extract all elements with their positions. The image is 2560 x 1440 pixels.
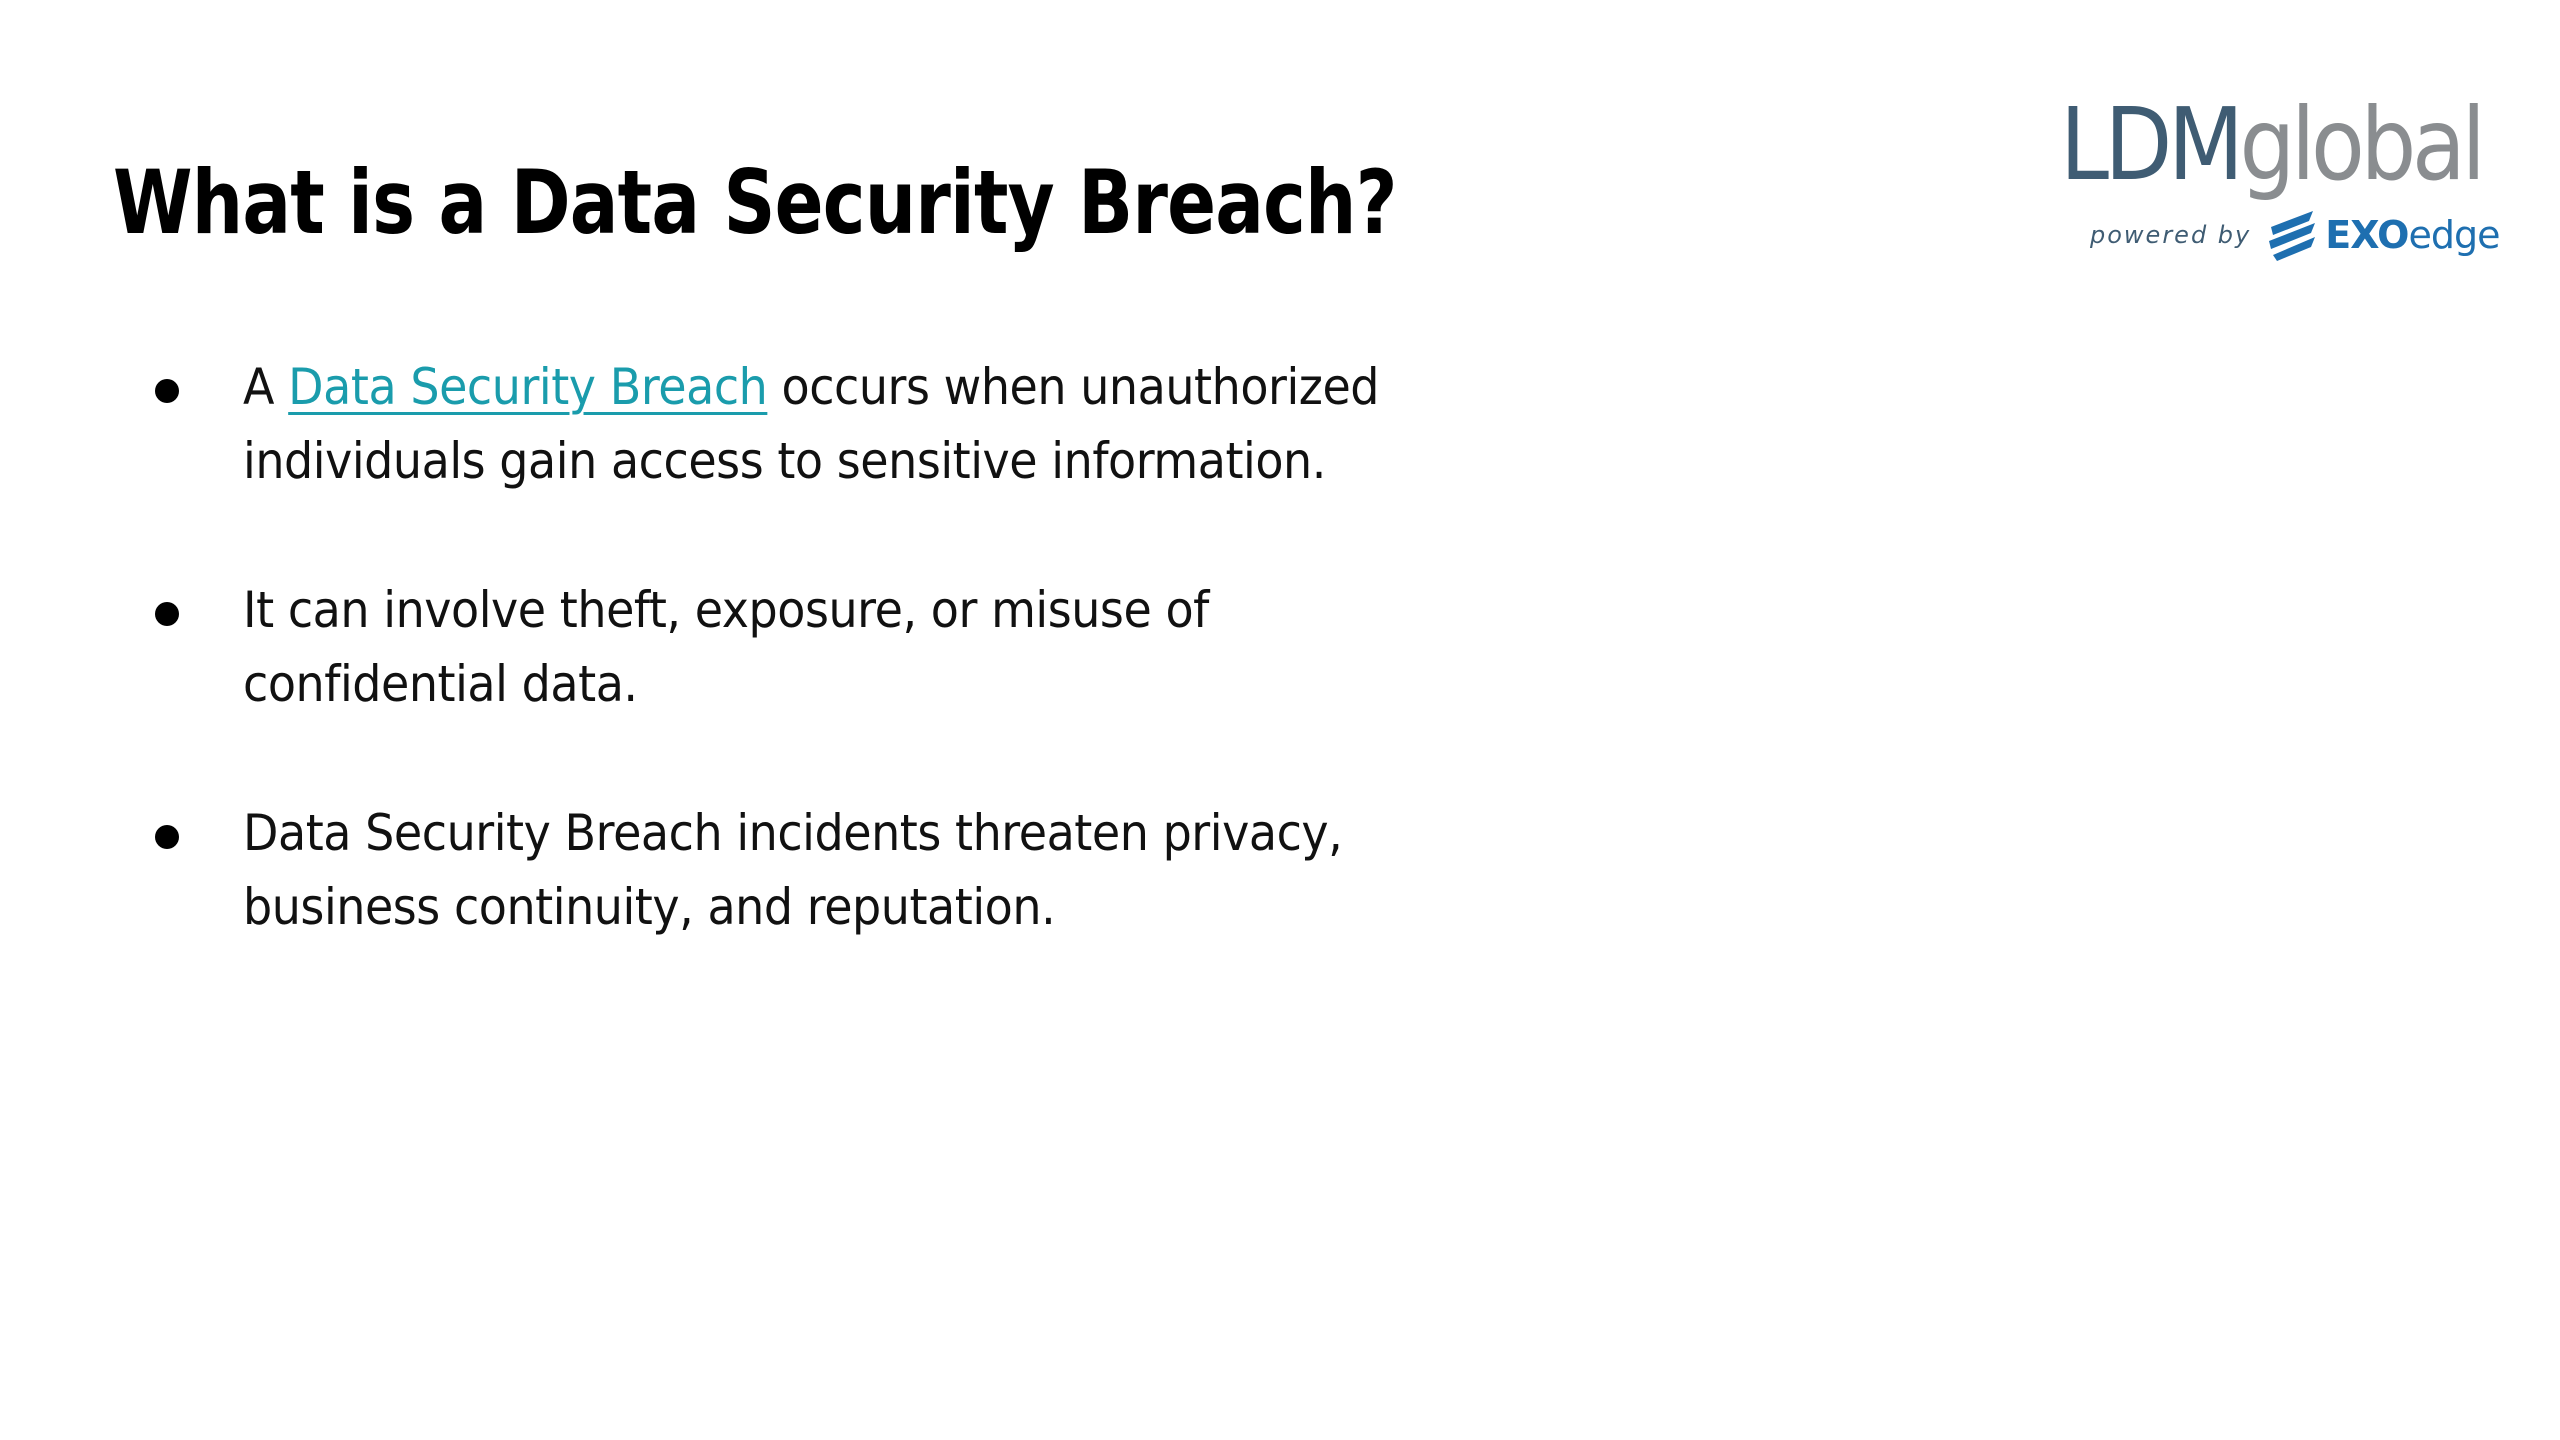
bullet-prefix: A <box>243 358 289 416</box>
bullet-dot-icon <box>155 825 179 849</box>
slide-title: What is a Data Security Breach? <box>113 151 1397 254</box>
bullet-dot-icon <box>155 379 179 403</box>
bullet-suffix: occurs when unauthorized individuals gain access to sensitive information. <box>243 358 1380 490</box>
logo-partner-part2: edge <box>2408 213 2500 257</box>
bullet-text: Data Security Breach incidents threaten privacy, business continuity, and reputation. <box>243 804 1343 936</box>
logo-tagline-row <box>2090 200 2499 270</box>
logo-partner-part1: EXO <box>2325 213 2409 257</box>
bullet-dot-icon <box>155 602 179 626</box>
bullet-text: It can involve theft, exposure, or misuse of confidential data. <box>243 581 1209 713</box>
logo-brand-part2: global <box>2239 86 2482 203</box>
logo-wordmark <box>2060 80 2482 210</box>
data-security-breach-link[interactable]: Data Security Breach <box>288 358 768 416</box>
exoedge-mark-icon <box>2265 207 2319 263</box>
bullet-text <box>243 350 1457 498</box>
logo-tagline: powered by <box>2090 221 2252 249</box>
company-logo <box>2040 80 2520 270</box>
logo-brand-part1: LDM <box>2060 86 2240 203</box>
